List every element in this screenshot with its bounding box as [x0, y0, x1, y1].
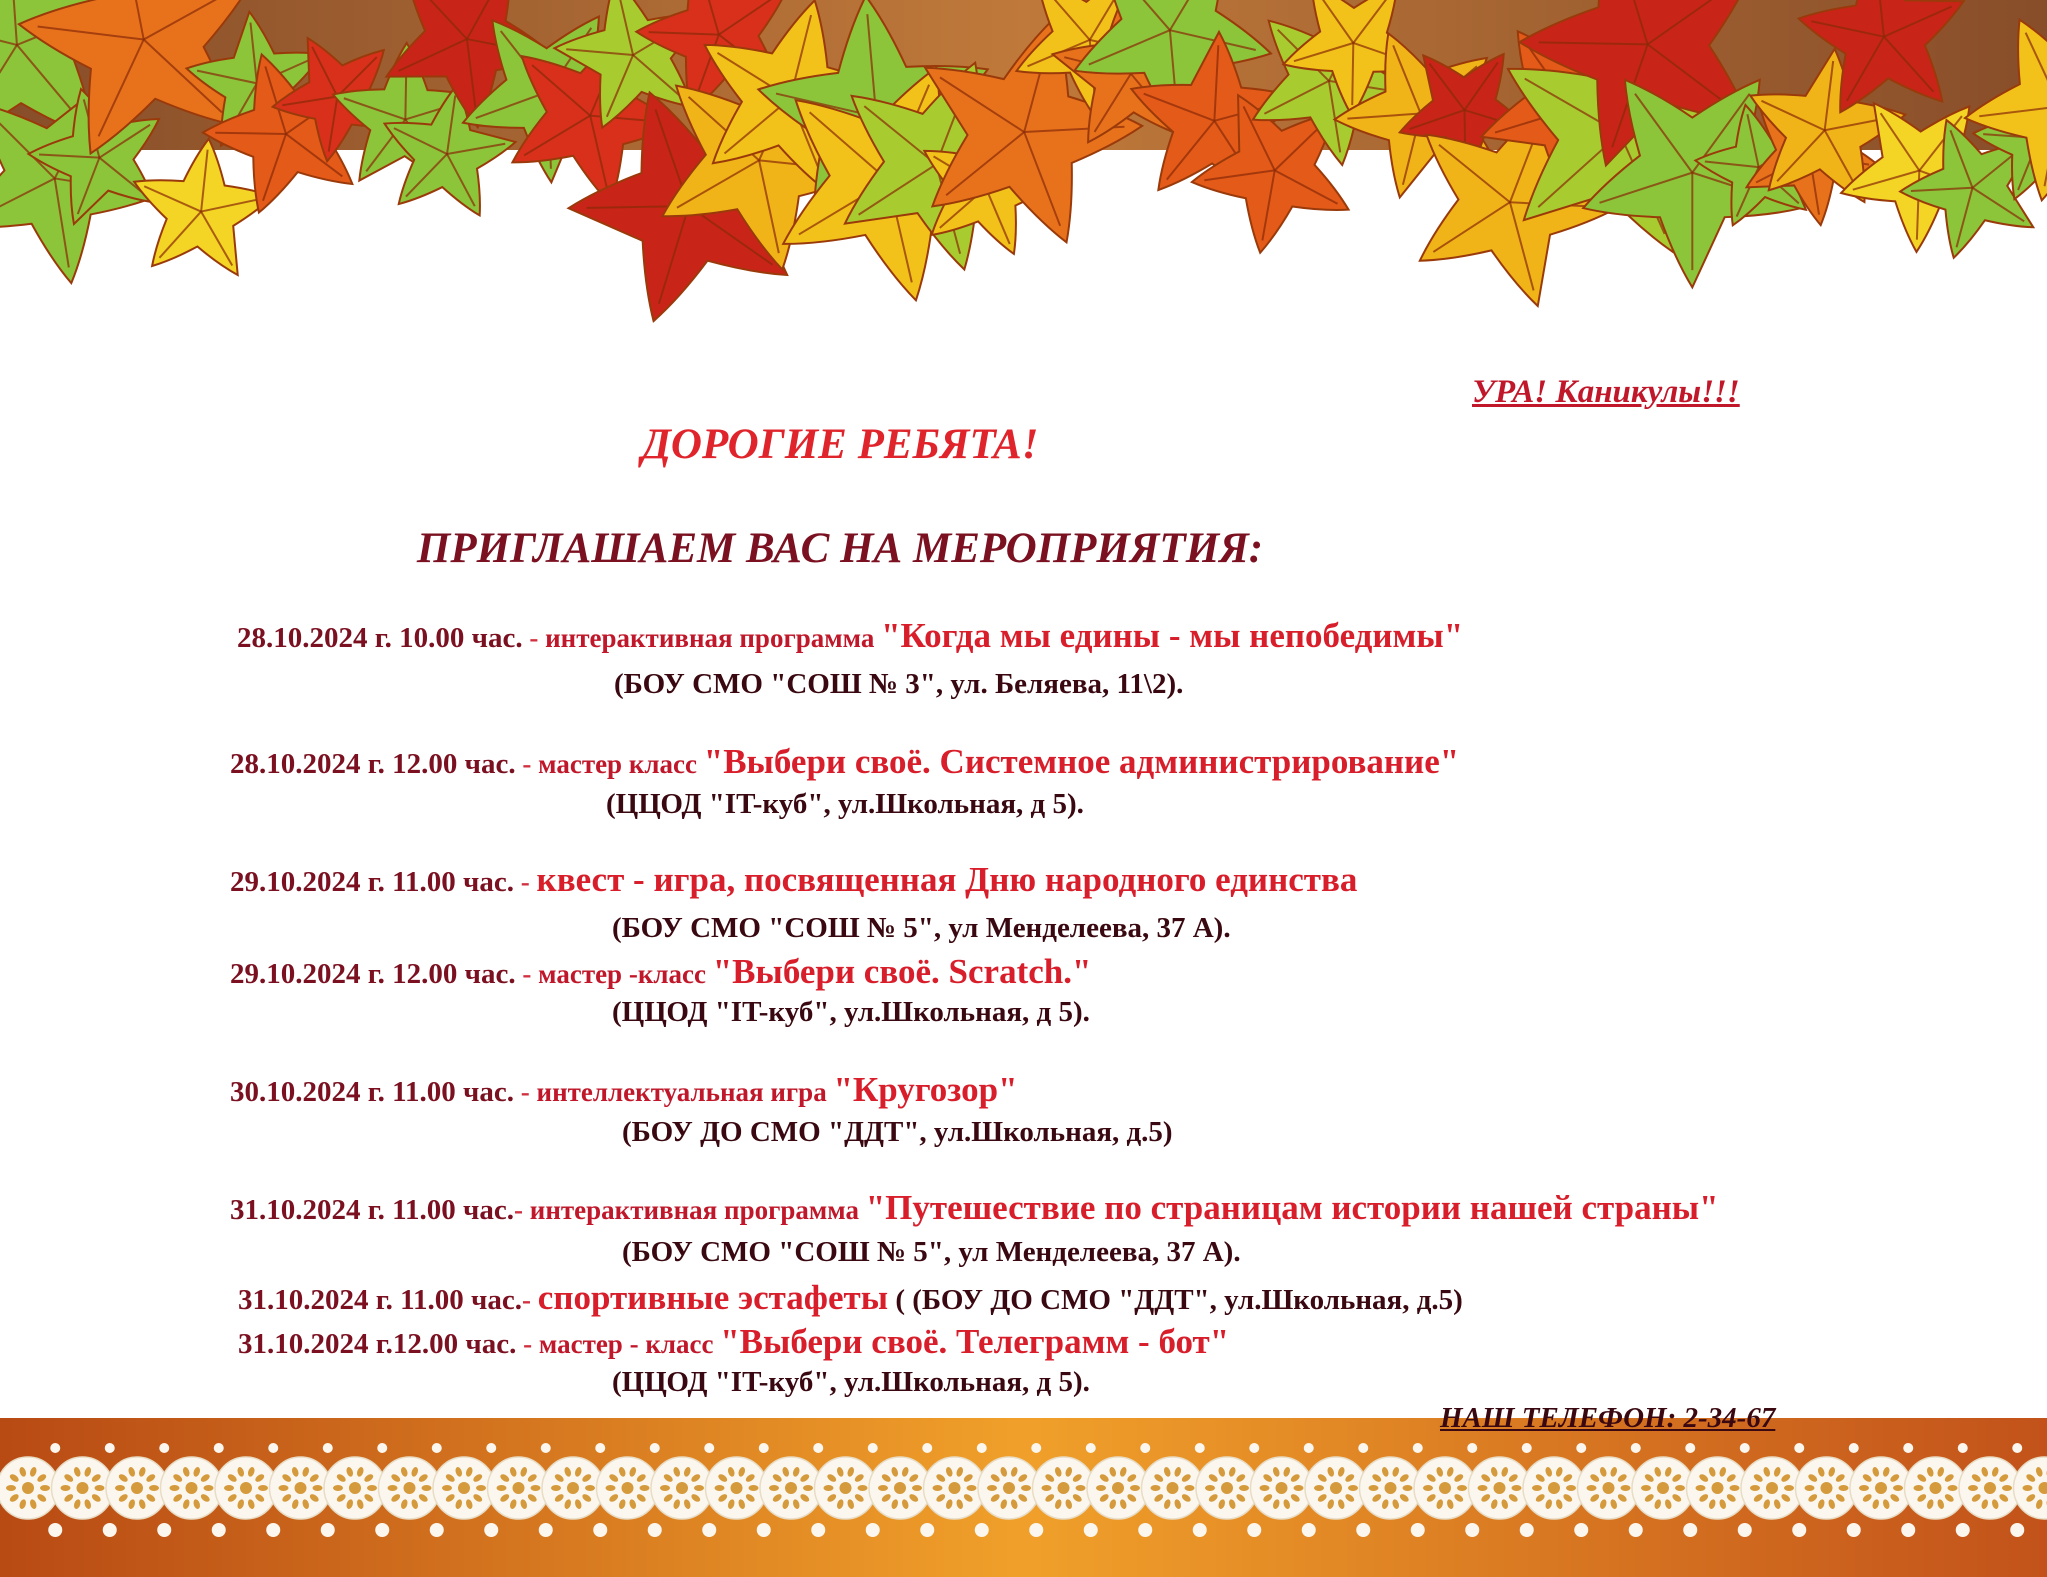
- event-title: "Выбери своё. Системное администрирование": [703, 742, 1460, 781]
- event-date: 31.10.2024 г. 11.00 час.: [238, 1284, 523, 1316]
- event-line: [237, 616, 1463, 656]
- event-dash: -: [514, 1195, 530, 1225]
- event-venue: (ЦЦОД "IT-куб", ул.Школьная, д 5).: [606, 788, 1084, 820]
- event-line: [230, 742, 1459, 782]
- event-type: интерактивная программа: [545, 623, 882, 653]
- event-dash: -: [522, 1285, 538, 1315]
- event-date: 28.10.2024 г. 10.00 час.: [237, 622, 523, 654]
- event-line: [230, 952, 1091, 992]
- event-date: 31.10.2024 г. 11.00 час.: [230, 1194, 515, 1226]
- event-line: [238, 1322, 1229, 1362]
- event-title: квест - игра, посвященная Дню народного единства: [536, 860, 1358, 899]
- event-type: мастер класс: [538, 749, 704, 779]
- event-date: 29.10.2024 г. 11.00 час.: [230, 866, 515, 898]
- event-type: мастер -класс: [538, 959, 713, 989]
- event-dash: -: [522, 623, 546, 653]
- event-title: "Когда мы едины - мы непобедимы": [881, 616, 1464, 655]
- invite-heading: ПРИГЛАШАЕМ ВАС НА МЕРОПРИЯТИЯ:: [416, 525, 1264, 572]
- autumn-leaves-border: [0, 0, 2047, 340]
- event-dash: -: [514, 867, 537, 897]
- event-date: 30.10.2024 г. 11.00 час.: [230, 1076, 515, 1108]
- event-dash: -: [516, 1329, 539, 1359]
- event-title: "Кругозор": [833, 1070, 1018, 1109]
- event-dash: -: [515, 959, 539, 989]
- event-venue: (БОУ СМО "СОШ № 5", ул Менделеева, 37 А).: [622, 1236, 1241, 1268]
- event-venue: (БОУ ДО СМО "ДДТ", ул.Школьная, д.5): [622, 1116, 1173, 1148]
- event-venue: ( (БОУ ДО СМО "ДДТ", ул.Школьная, д.5): [888, 1284, 1463, 1316]
- event-line: [230, 860, 1357, 900]
- event-dash: -: [515, 749, 539, 779]
- event-title: "Путешествие по страницам истории нашей страны": [865, 1188, 1719, 1227]
- event-title: "Выбери своё. Телеграмм - бот": [720, 1322, 1230, 1361]
- event-line: [238, 1278, 1463, 1318]
- event-venue: (БОУ СМО "СОШ № 5", ул Менделеева, 37 А).: [612, 912, 1231, 944]
- event-date: 31.10.2024 г.12.00 час.: [238, 1328, 517, 1360]
- lace-border: [0, 1418, 2047, 1577]
- event-date: 29.10.2024 г. 12.00 час.: [230, 958, 516, 990]
- event-venue: (БОУ СМО "СОШ № 3", ул. Беляева, 11\2).: [614, 668, 1184, 700]
- event-type: мастер - класс: [538, 1329, 721, 1359]
- event-line: [230, 1070, 1018, 1110]
- event-line: [230, 1188, 1719, 1228]
- event-title: спортивные эстафеты: [537, 1278, 889, 1317]
- event-venue: (ЦЦОД "IT-куб", ул.Школьная, д 5).: [612, 1366, 1090, 1398]
- event-dash: -: [514, 1077, 537, 1107]
- hurray-text: УРА! Каникулы!!!: [1472, 374, 1740, 410]
- greeting-heading: ДОРОГИЕ РЕБЯТА!: [641, 421, 1039, 468]
- event-title: "Выбери своё. Scratch.": [712, 952, 1092, 991]
- phone-number: НАШ ТЕЛЕФОН: 2-34-67: [1440, 1402, 1776, 1434]
- event-type: интерактивная программа: [529, 1195, 866, 1225]
- event-type: интеллектуальная игра: [536, 1077, 834, 1107]
- event-date: 28.10.2024 г. 12.00 час.: [230, 748, 516, 780]
- event-venue: (ЦЦОД "IT-куб", ул.Школьная, д 5).: [612, 996, 1090, 1028]
